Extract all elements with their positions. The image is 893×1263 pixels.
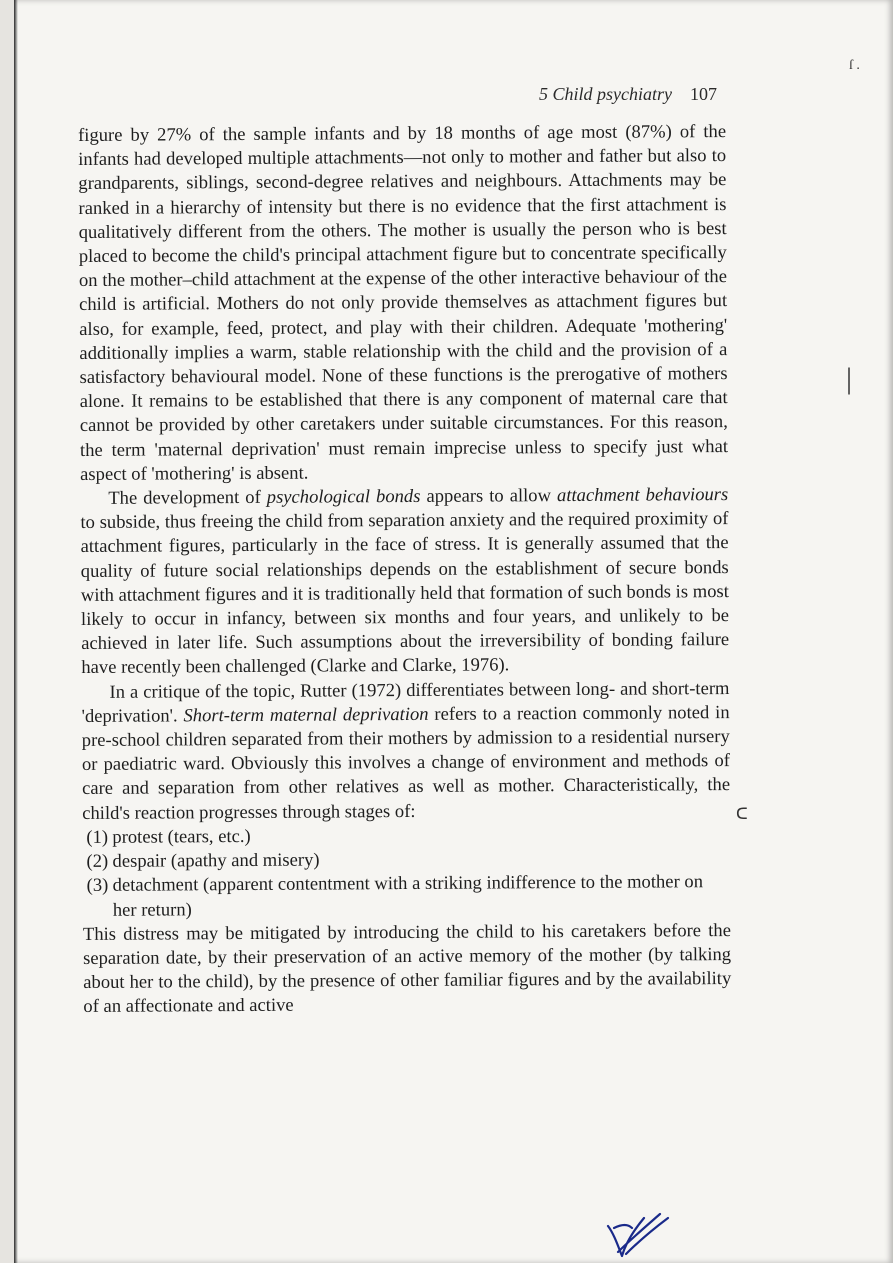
paragraph-3-text-a: In a critique of the topic, Rutter (1972) differentiates between long- and short-term 'deprivation'. <box>81 677 730 727</box>
list-item-text: despair (apathy and misery) <box>112 849 320 872</box>
paragraph-2 <box>80 483 729 681</box>
paragraph-2-text-b: appears to allow <box>420 485 558 507</box>
list-item-text: protest (tears, etc.) <box>112 825 251 848</box>
chapter-title: 5 Child psychiatry <box>539 84 672 104</box>
paragraph-2-text-c: to subside, thus freeing the child from separation anxiety and the required proximity of attachment figures, particularly in the face of stress. It is generally assumed that the quality of future social relationships depends on the establishment of secure bonds with attachment figures and it is traditionally held that formation of such bonds is most likely to occur in infancy, between six months and four years, and unlikely to be achieved in later life. Such assumptions about the irreversibility of bonding failure have recently been challenged (Clarke and Clarke, 1976). <box>80 508 730 679</box>
paragraph-2-text-a: The development of <box>108 486 267 509</box>
paragraph-1: figure by 27% of the sample infants and by 18 months of age most (87%) of the infants had developed multiple attachments—not only to mother and father but also to grandparents, siblings, second-degree relatives and neighbours. Attachments may be ranked in a hierarchy of intensity but there is no evidence that the first attachment is qualitatively different from the others. The mother is usually the person who is best placed to become the child's principal attachment figure but to concentrate specifically on the mother–child attachment at the expense of the other interactive behaviour of the child is artificial. Mothers do not only provide themselves as attachment figures but also, for example, feed, protect, and play with their children. Adequate 'mothering' additionally implies a warm, stable relationship with the child and the provision of a satisfactory behavioural model. None of these functions is the prerogative of mothers alone. It remains to be established that there is any component of maternal care that cannot be provided by other caretakers under suitable circumstances. For this reason, the term 'maternal deprivation' must remain imprecise unless to specify just what aspect of 'mothering' is absent. <box>78 121 729 485</box>
margin-annotation-icon: ᑕ <box>736 806 748 823</box>
margin-bracket-icon: | <box>846 362 853 395</box>
term-psychological-bonds: psychological bonds <box>266 485 421 508</box>
page-number: 107 <box>690 84 717 104</box>
book-page <box>14 0 893 1263</box>
paragraph-3 <box>81 677 730 826</box>
running-header <box>539 84 717 105</box>
list-item-number: (2) <box>86 850 109 873</box>
term-short-term-maternal-deprivation: Short-term maternal deprivation <box>183 703 429 727</box>
signature-icon <box>604 1212 674 1260</box>
list-item <box>83 870 731 922</box>
stages-list <box>82 822 731 923</box>
list-item-number: (1) <box>86 826 109 848</box>
paragraph-4: This distress may be mitigated by introducing the child to his caretakers before the separation date, by their preservation of an active memory of the mother (by talking about her to the child), by the presence of other familiar figures and by the availability of an affectionate and active <box>82 919 732 1018</box>
term-attachment-behaviours: attachment behaviours <box>556 484 729 507</box>
list-item-text: detachment (apparent contentment with a striking indifference to the mother on her return) <box>112 871 704 921</box>
margin-mark-icon: ſ . <box>849 58 860 73</box>
paragraph-3-text-b: refers to a reaction commonly noted in pre-school children separated from their mothers by admission to a residential nursery or paediatric ward. Obviously this involves a change of environment and methods of care and separation from other relatives as well as mother. Characteristically, the child's reaction progresses through stages of: <box>81 701 731 824</box>
list-item-number: (3) <box>86 875 109 897</box>
body-text <box>78 120 731 1019</box>
